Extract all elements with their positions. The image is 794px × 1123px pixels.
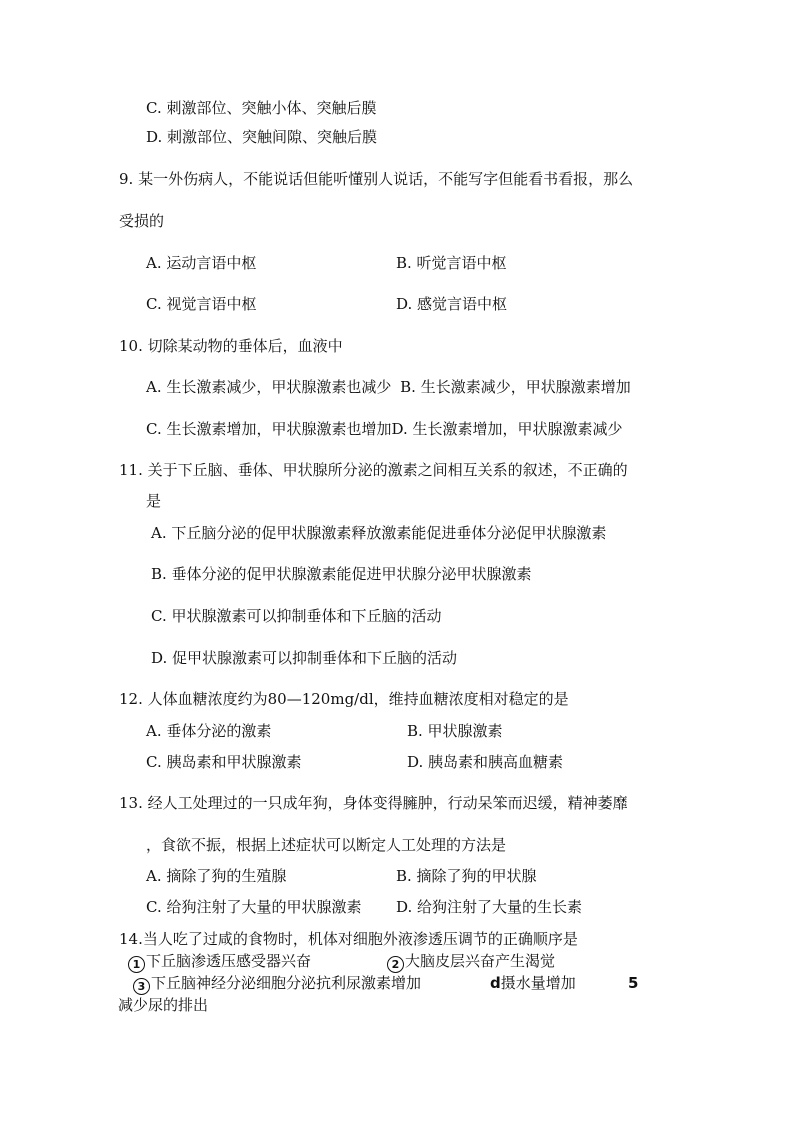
q11-stem-line2: 是 (146, 492, 162, 510)
q8-option-d: D. 刺激部位、突触间隙、突触后膜 (146, 128, 378, 146)
q14-item-3-text: 下丘脑神经分泌细胞分泌抗利尿激素增加 (151, 974, 422, 992)
q10-options-cd (146, 422, 623, 437)
q10-options-ab (146, 380, 631, 395)
q10-stem: 10. 切除某动物的垂体后，血液中 (119, 337, 343, 355)
q12-option-a: A. 垂体分泌的激素 (146, 722, 272, 740)
q14-item-3 (133, 976, 421, 995)
q12-option-d: D. 胰岛素和胰高血糖素 (407, 753, 564, 771)
q9-stem-line2: 受损的 (119, 212, 165, 230)
q10-option-d: D. 生长激素增加，甲状腺激素减少 (391, 420, 623, 438)
q13-option-d: D. 给狗注射了大量的生长素 (396, 898, 583, 916)
q8-option-c: C. 刺激部位、突触小体、突触后膜 (146, 99, 377, 117)
q11-option-b: B. 垂体分泌的促甲状腺激素能促进甲状腺分泌甲状腺激素 (151, 565, 532, 583)
q12-option-b: B. 甲状腺激素 (407, 722, 503, 740)
q11-option-c: C. 甲状腺激素可以抑制垂体和下丘脑的活动 (151, 607, 442, 625)
q12-option-c: C. 胰岛素和甲状腺激素 (146, 753, 302, 771)
q14-item-2 (387, 954, 555, 973)
q14-item-2-text: 大脑皮层兴奋产生渴觉 (405, 952, 556, 970)
q14-item-5-number: 5 (628, 974, 639, 992)
q13-option-b: B. 摘除了狗的甲状腺 (396, 867, 537, 885)
q14-item-1-number: 1 (128, 956, 145, 973)
q11-option-d: D. 促甲状腺激素可以抑制垂体和下丘脑的活动 (151, 649, 458, 667)
q11-option-a: A. 下丘脑分泌的促甲状腺激素释放激素能促进垂体分泌促甲状腺激素 (151, 524, 607, 542)
q14-item-3-number: 3 (133, 978, 150, 995)
q10-option-b: B. 生长激素减少，甲状腺激素增加 (400, 378, 631, 396)
q14-stem: 14.当人吃了过咸的食物时，机体对细胞外液渗透压调节的正确顺序是 (119, 930, 578, 948)
q9-option-c: C. 视觉言语中枢 (146, 295, 257, 313)
q13-stem-line2: ，食欲不振，根据上述症状可以断定人工处理的方法是 (146, 836, 507, 854)
q10-option-c: C. 生长激素增加，甲状腺激素也增加 (146, 420, 392, 438)
q14-item-4-number: d (490, 974, 501, 992)
q12-stem: 12. 人体血糖浓度约为80—120mg/dl，维持血糖浓度相对稳定的是 (119, 690, 569, 708)
q14-item-5 (628, 976, 638, 991)
q14-item-2-number: 2 (387, 956, 404, 973)
q13-stem-line1: 13. 经人工处理过的一只成年狗，身体变得臃肿，行动呆笨而迟缓，精神萎靡 (119, 794, 628, 812)
q13-option-a: A. 摘除了狗的生殖腺 (146, 867, 287, 885)
q10-option-a: A. 生长激素减少，甲状腺激素也减少 (146, 378, 392, 396)
q14-tail: 减少尿的排出 (118, 996, 209, 1014)
q9-option-b: B. 听觉言语中枢 (396, 254, 507, 272)
q14-item-4 (490, 976, 576, 991)
q14-item-1-text: 下丘脑渗透压感受器兴奋 (146, 952, 312, 970)
q11-stem-line1: 11. 关于下丘脑、垂体、甲状腺所分泌的激素之间相互关系的叙述，不正确的 (119, 461, 628, 479)
q14-item-4-text: 摄水量增加 (500, 974, 576, 992)
q14-item-1 (128, 954, 311, 973)
q13-option-c: C. 给狗注射了大量的甲状腺激素 (146, 898, 362, 916)
q9-stem-line1: 9. 某一外伤病人，不能说话但能听懂别人说话，不能写字但能看书看报，那么 (119, 170, 634, 188)
q9-option-a: A. 运动言语中枢 (146, 254, 257, 272)
q9-option-d: D. 感觉言语中枢 (396, 295, 508, 313)
